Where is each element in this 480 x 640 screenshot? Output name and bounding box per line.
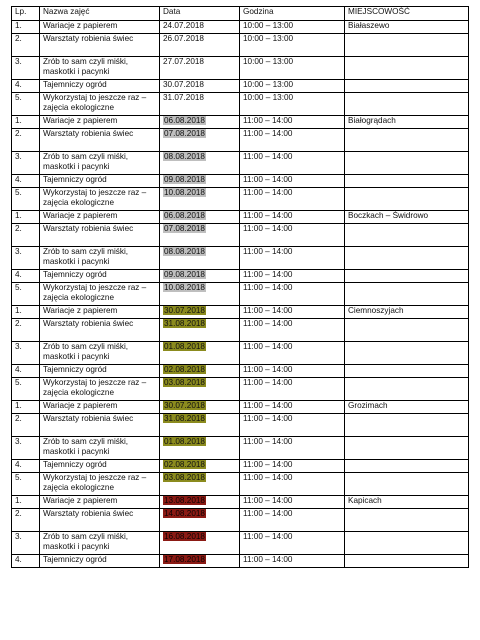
date-cell <box>160 34 240 57</box>
table-row <box>12 188 469 211</box>
date-cell <box>160 342 240 365</box>
location <box>345 247 469 270</box>
table-row <box>12 270 469 283</box>
activity-name: Zrób to sam czyli miśki, maskotki i pacynki <box>40 57 160 80</box>
date-value-highlighted: 02.08.2018 <box>164 460 205 469</box>
date-cell <box>160 270 240 283</box>
table-row <box>12 401 469 414</box>
table-header-row <box>12 7 469 21</box>
date-cell <box>160 283 240 306</box>
date-cell <box>160 21 240 34</box>
location <box>345 270 469 283</box>
table-row <box>12 175 469 188</box>
date-cell <box>160 378 240 401</box>
activity-name: Warsztaty robienia świec <box>40 414 160 437</box>
activity-name: Zrób to sam czyli miśki, maskotki i pacynki <box>40 152 160 175</box>
location: Kapicach <box>345 496 469 509</box>
row-number: 1. <box>12 21 40 34</box>
time-range: 11:00 – 14:00 <box>240 555 345 568</box>
row-number: 4. <box>12 270 40 283</box>
table-row <box>12 306 469 319</box>
activity-name: Warsztaty robienia świec <box>40 509 160 532</box>
row-number: 4. <box>12 365 40 378</box>
date-value-highlighted: 03.08.2018 <box>164 378 205 387</box>
location <box>345 473 469 496</box>
date-value-highlighted: 31.08.2018 <box>164 319 205 328</box>
date-value-highlighted: 09.08.2018 <box>164 175 205 184</box>
table-row <box>12 129 469 152</box>
activity-name: Wariacje z papierem <box>40 21 160 34</box>
location <box>345 342 469 365</box>
date-value-highlighted: 01.08.2018 <box>164 437 205 446</box>
time-range: 11:00 – 14:00 <box>240 270 345 283</box>
location: Grozimach <box>345 401 469 414</box>
date-value-highlighted: 03.08.2018 <box>164 473 205 482</box>
row-number: 2. <box>12 509 40 532</box>
date-cell <box>160 129 240 152</box>
date-value-highlighted: 01.08.2018 <box>164 342 205 351</box>
activity-name: Wariacje z papierem <box>40 496 160 509</box>
row-number: 5. <box>12 378 40 401</box>
table-row <box>12 57 469 80</box>
row-number: 1. <box>12 306 40 319</box>
table-row <box>12 224 469 247</box>
date-cell <box>160 509 240 532</box>
table-row <box>12 365 469 378</box>
date-value-highlighted: 16.08.2018 <box>164 532 205 541</box>
activity-name: Wykorzystaj to jeszcze raz – zajęcia ekologiczne <box>40 188 160 211</box>
date-cell <box>160 437 240 460</box>
activity-name: Zrób to sam czyli miśki, maskotki i pacynki <box>40 247 160 270</box>
time-range: 11:00 – 14:00 <box>240 319 345 342</box>
location: Ciemnoszyjach <box>345 306 469 319</box>
time-range: 11:00 – 14:00 <box>240 401 345 414</box>
table-row <box>12 437 469 460</box>
date-value-highlighted: 02.08.2018 <box>164 365 205 374</box>
table-row <box>12 378 469 401</box>
table-row <box>12 21 469 34</box>
table-row <box>12 319 469 342</box>
activity-name: Wykorzystaj to jeszcze raz – zajęcia ekologiczne <box>40 473 160 496</box>
date-cell <box>160 211 240 224</box>
location <box>345 188 469 211</box>
location: Białogrądach <box>345 116 469 129</box>
row-number: 2. <box>12 34 40 57</box>
time-range: 11:00 – 14:00 <box>240 247 345 270</box>
table-row <box>12 473 469 496</box>
time-range: 11:00 – 14:00 <box>240 224 345 247</box>
time-range: 11:00 – 14:00 <box>240 152 345 175</box>
row-number: 3. <box>12 532 40 555</box>
table-body <box>12 21 469 568</box>
row-number: 3. <box>12 342 40 365</box>
table-row <box>12 283 469 306</box>
activity-name: Zrób to sam czyli miśki, maskotki i pacynki <box>40 437 160 460</box>
location: Boczkach – Świdrowo <box>345 211 469 224</box>
table-row <box>12 116 469 129</box>
time-range: 11:00 – 14:00 <box>240 473 345 496</box>
location <box>345 319 469 342</box>
date-value-highlighted: 06.08.2018 <box>164 211 205 220</box>
date-cell <box>160 555 240 568</box>
date-cell <box>160 319 240 342</box>
activity-name: Wykorzystaj to jeszcze raz – zajęcia ekologiczne <box>40 93 160 116</box>
table-row <box>12 532 469 555</box>
date-cell <box>160 116 240 129</box>
date-cell <box>160 473 240 496</box>
activity-name: Tajemniczy ogród <box>40 555 160 568</box>
time-range: 10:00 – 13:00 <box>240 21 345 34</box>
date-cell <box>160 93 240 116</box>
location <box>345 509 469 532</box>
row-number: 1. <box>12 496 40 509</box>
row-number: 2. <box>12 129 40 152</box>
row-number: 3. <box>12 152 40 175</box>
header-activity-name: Nazwa zajęć <box>40 7 160 21</box>
location <box>345 34 469 57</box>
table-row <box>12 460 469 473</box>
date-cell <box>160 496 240 509</box>
row-number: 5. <box>12 188 40 211</box>
date-value-highlighted: 07.08.2018 <box>164 129 205 138</box>
row-number: 4. <box>12 80 40 93</box>
row-number: 1. <box>12 401 40 414</box>
date-value-highlighted: 10.08.2018 <box>164 283 205 292</box>
date-cell <box>160 306 240 319</box>
table-row <box>12 509 469 532</box>
date-value-highlighted: 17.08.2018 <box>164 555 205 564</box>
date-cell <box>160 460 240 473</box>
row-number: 4. <box>12 175 40 188</box>
time-range: 11:00 – 14:00 <box>240 175 345 188</box>
time-range: 11:00 – 14:00 <box>240 283 345 306</box>
time-range: 11:00 – 14:00 <box>240 532 345 555</box>
activity-name: Wariacje z papierem <box>40 211 160 224</box>
time-range: 10:00 – 13:00 <box>240 80 345 93</box>
time-range: 11:00 – 14:00 <box>240 306 345 319</box>
table-row <box>12 80 469 93</box>
time-range: 11:00 – 14:00 <box>240 509 345 532</box>
date-value-highlighted: 08.08.2018 <box>164 247 205 256</box>
date-value: 26.07.2018 <box>163 34 204 43</box>
time-range: 10:00 – 13:00 <box>240 57 345 80</box>
time-range: 11:00 – 14:00 <box>240 496 345 509</box>
date-value: 27.07.2018 <box>163 57 204 66</box>
location <box>345 460 469 473</box>
activity-name: Wariacje z papierem <box>40 306 160 319</box>
row-number: 2. <box>12 319 40 342</box>
date-value-highlighted: 08.08.2018 <box>164 152 205 161</box>
location: Białaszewo <box>345 21 469 34</box>
location <box>345 283 469 306</box>
date-cell <box>160 247 240 270</box>
time-range: 11:00 – 14:00 <box>240 414 345 437</box>
row-number: 5. <box>12 473 40 496</box>
date-value-highlighted: 06.08.2018 <box>164 116 205 125</box>
location <box>345 437 469 460</box>
row-number: 1. <box>12 211 40 224</box>
activity-name: Tajemniczy ogród <box>40 270 160 283</box>
schedule-table <box>11 6 469 568</box>
date-cell <box>160 152 240 175</box>
date-value-highlighted: 31.08.2018 <box>164 414 205 423</box>
table-row <box>12 555 469 568</box>
header-time: Godzina <box>240 7 345 21</box>
header-lp: Lp. <box>12 7 40 21</box>
table-row <box>12 247 469 270</box>
date-value: 24.07.2018 <box>163 21 204 30</box>
activity-name: Wykorzystaj to jeszcze raz – zajęcia ekologiczne <box>40 283 160 306</box>
row-number: 2. <box>12 224 40 247</box>
row-number: 2. <box>12 414 40 437</box>
date-value: 31.07.2018 <box>163 93 204 102</box>
activity-name: Zrób to sam czyli miśki, maskotki i pacynki <box>40 532 160 555</box>
date-cell <box>160 532 240 555</box>
time-range: 11:00 – 14:00 <box>240 342 345 365</box>
location <box>345 224 469 247</box>
date-value-highlighted: 07.08.2018 <box>164 224 205 233</box>
activity-name: Zrób to sam czyli miśki, maskotki i pacynki <box>40 342 160 365</box>
activity-name: Warsztaty robienia świec <box>40 224 160 247</box>
row-number: 5. <box>12 93 40 116</box>
time-range: 11:00 – 14:00 <box>240 129 345 152</box>
location <box>345 532 469 555</box>
activity-name: Wykorzystaj to jeszcze raz – zajęcia ekologiczne <box>40 378 160 401</box>
location <box>345 129 469 152</box>
activity-name: Warsztaty robienia świec <box>40 129 160 152</box>
activity-name: Wariacje z papierem <box>40 401 160 414</box>
date-cell <box>160 365 240 378</box>
date-value-highlighted: 30.07.2018 <box>164 306 205 315</box>
location <box>345 80 469 93</box>
activity-name: Tajemniczy ogród <box>40 460 160 473</box>
date-value-highlighted: 14.08.2018 <box>164 509 205 518</box>
activity-name: Tajemniczy ogród <box>40 80 160 93</box>
date-cell <box>160 414 240 437</box>
activity-name: Tajemniczy ogród <box>40 365 160 378</box>
table-row <box>12 342 469 365</box>
activity-name: Warsztaty robienia świec <box>40 319 160 342</box>
location <box>345 57 469 80</box>
date-cell <box>160 224 240 247</box>
time-range: 10:00 – 13:00 <box>240 93 345 116</box>
table-row <box>12 414 469 437</box>
activity-name: Tajemniczy ogród <box>40 175 160 188</box>
time-range: 11:00 – 14:00 <box>240 211 345 224</box>
date-cell <box>160 401 240 414</box>
row-number: 5. <box>12 283 40 306</box>
date-cell <box>160 80 240 93</box>
date-cell <box>160 57 240 80</box>
row-number: 3. <box>12 437 40 460</box>
time-range: 11:00 – 14:00 <box>240 365 345 378</box>
row-number: 3. <box>12 57 40 80</box>
time-range: 11:00 – 14:00 <box>240 116 345 129</box>
location <box>345 414 469 437</box>
table-row <box>12 496 469 509</box>
date-cell <box>160 175 240 188</box>
time-range: 10:00 – 13:00 <box>240 34 345 57</box>
location <box>345 555 469 568</box>
table-row <box>12 152 469 175</box>
table-row <box>12 34 469 57</box>
location <box>345 365 469 378</box>
row-number: 4. <box>12 460 40 473</box>
date-value-highlighted: 30.07.2018 <box>164 401 205 410</box>
row-number: 3. <box>12 247 40 270</box>
location <box>345 378 469 401</box>
date-value-highlighted: 10.08.2018 <box>164 188 205 197</box>
location <box>345 152 469 175</box>
time-range: 11:00 – 14:00 <box>240 188 345 211</box>
date-value-highlighted: 09.08.2018 <box>164 270 205 279</box>
table-row <box>12 93 469 116</box>
time-range: 11:00 – 14:00 <box>240 437 345 460</box>
date-value-highlighted: 13.08.2018 <box>164 496 205 505</box>
header-date: Data <box>160 7 240 21</box>
time-range: 11:00 – 14:00 <box>240 378 345 401</box>
activity-name: Wariacje z papierem <box>40 116 160 129</box>
time-range: 11:00 – 14:00 <box>240 460 345 473</box>
date-cell <box>160 188 240 211</box>
header-location: MIEJSCOWOŚĆ <box>345 7 469 21</box>
activity-name: Warsztaty robienia świec <box>40 34 160 57</box>
row-number: 1. <box>12 116 40 129</box>
table-row <box>12 211 469 224</box>
date-value: 30.07.2018 <box>163 80 204 89</box>
location <box>345 93 469 116</box>
row-number: 4. <box>12 555 40 568</box>
location <box>345 175 469 188</box>
